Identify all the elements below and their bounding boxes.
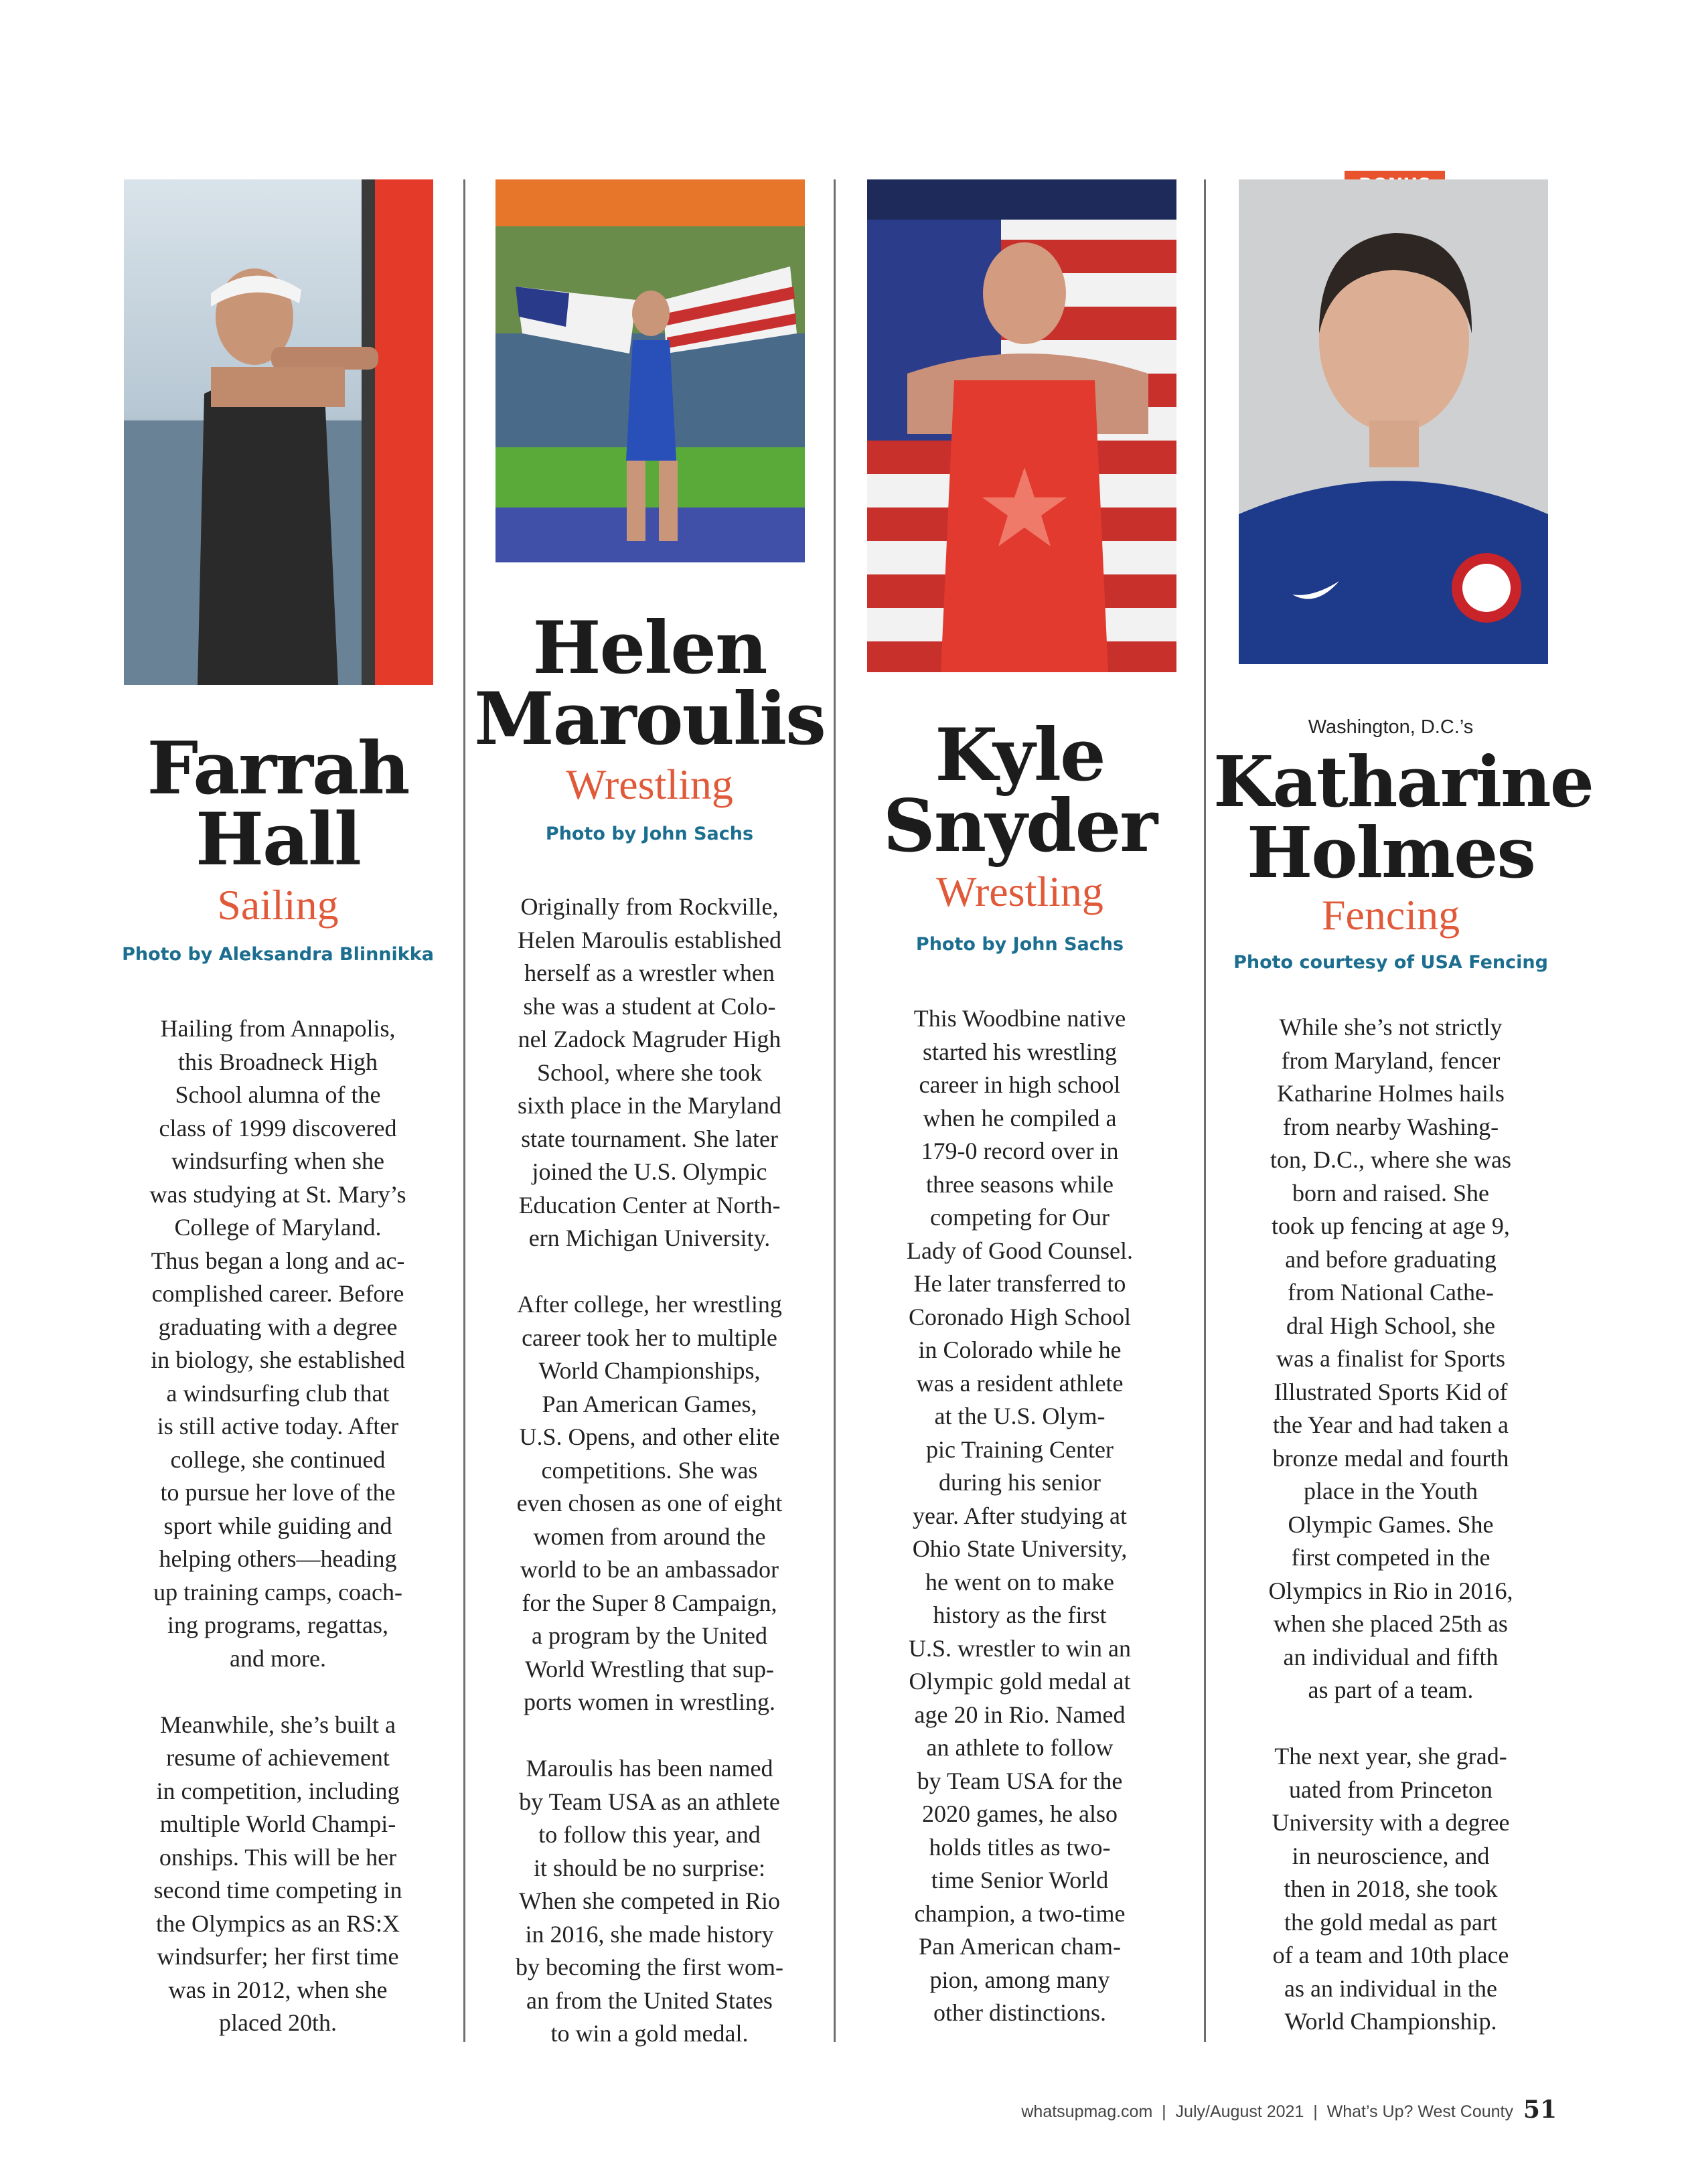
katharine-holmes-name xyxy=(1213,740,1593,894)
katharine-holmes-photo xyxy=(1239,179,1548,664)
column-divider xyxy=(834,179,836,2042)
bio-paragraph: The next year, she grad- uated from Princeton University with a degree in neuroscience, and then in 2018, she took the gold medal as part of a team and 10th place as an individual in the World Championship. xyxy=(1272,1743,1510,2035)
helen-maroulis-name xyxy=(472,606,827,761)
helen-maroulis-photo xyxy=(495,179,805,562)
kyle-snyder-bio xyxy=(842,1002,1197,2063)
bio-paragraph: Originally from Rockville, Helen Maroulis established herself as a wrestler when she was a student at Colo- nel Zadock Magruder High School, where she took sixth place in the Maryland state tournament. She later joined the U.S. Olympic Education Center at North- ern Michigan University. xyxy=(518,893,781,1251)
kyle-snyder-name xyxy=(842,713,1197,868)
bio-paragraph: This Woodbine native started his wrestling career in high school when he compiled a 179-0 record over in three seasons while competing for Our Lady of Good Counsel. He later transferred to Coronado High School in Colorado while he was a resident athlete at the U.S. Olym- pic Training Center during his senior year. After studying at Ohio State University, he went on to make history as the first U.S. wrestler to win an Olympic gold medal at age 20 in Rio. Named an athlete to follow by Team USA for the 2020 games, he also holds titles as two- time Senior World champion, a two-time Pan American cham- pion, among many other distinctions. xyxy=(907,1005,1133,2026)
last-name: Holmes xyxy=(1247,811,1535,894)
katharine-holmes-bio xyxy=(1213,1011,1568,2072)
bio-paragraph: Hailing from Annapolis, this Broadneck High School alumna of the class of 1999 discovered windsurfing when she was studying at St. Mary’s College of Maryland. Thus began a long and ac- complished career. Before graduating with a degree in biology, she established a windsurfing club that is still active today. After college, she continued to pursue her love of the sport while guiding and helping others—heading up training camps, coach- ing programs, regattas, and more. xyxy=(149,1015,406,1672)
first-name: Kyle xyxy=(935,713,1105,797)
last-name: Hall xyxy=(195,797,361,882)
kyle-snyder-sport: Wrestling xyxy=(936,868,1103,915)
farrah-hall-bio xyxy=(100,1012,455,2073)
helen-maroulis-sport: Wrestling xyxy=(566,761,733,808)
page-number: 51 xyxy=(1523,2096,1557,2124)
page-footer: whatsupmag.com | July/August 2021 | What’s Up? West County xyxy=(1021,2102,1513,2121)
farrah-hall-photo xyxy=(124,179,433,685)
bio-paragraph: Meanwhile, she’s built a resume of achievement in competition, including multiple World Champi- onships. This will be her second time competing in the Olympics as an RS:X windsurfer; her first time was in 2012, when she placed 20th. xyxy=(153,1711,402,2036)
helen-maroulis-bio xyxy=(472,890,827,2084)
kyle-snyder-photo-credit: Photo by John Sachs xyxy=(915,934,1124,955)
bio-paragraph: Maroulis has been named by Team USA as an athlete to follow this year, and it should be no surprise: When she competed in Rio in 2016, she made history by becoming the first wom- an from the United States to win a gold medal. xyxy=(516,1755,783,2047)
last-name: Snyder xyxy=(883,784,1157,868)
katharine-holmes-sport: Fencing xyxy=(1321,891,1460,939)
first-name: Farrah xyxy=(147,726,409,811)
farrah-hall-name xyxy=(100,726,455,882)
katharine-holmes-photo-credit: Photo courtesy of USA Fencing xyxy=(1233,952,1548,973)
first-name: Katharine xyxy=(1213,740,1593,823)
helen-maroulis-photo-credit: Photo by John Sachs xyxy=(545,824,754,844)
column-divider xyxy=(1204,179,1206,2042)
katharine-holmes-kicker: Washington, D.C.’s xyxy=(1308,716,1474,738)
farrah-hall-photo-credit: Photo by Aleksandra Blinnikka xyxy=(122,944,434,965)
last-name: Maroulis xyxy=(474,677,825,761)
farrah-hall-sport: Sailing xyxy=(217,881,339,929)
column-divider xyxy=(463,179,465,2042)
kyle-snyder-photo xyxy=(867,179,1176,672)
bio-paragraph: After college, her wrestling career took her to multiple World Championships, Pan American Games, U.S. Opens, and other elite competitions. She was even chosen as one of eight women from around the world to be an ambassador for the Super 8 Campaign, a program by the United World Wrestling that sup- ports women in wrestling. xyxy=(516,1291,783,1715)
bio-paragraph: While she’s not strictly from Maryland, fencer Katharine Holmes hails from nearby Washing- ton, D.C., where she was born and raised. She took up fencing at age 9, and before graduating from National Cathe- dral High School, she was a finalist for Sports Illustrated Sports Kid of the Year and had taken a bronze medal and fourth place in the Youth Olympic Games. She first competed in the Olympics in Rio in 2016, when she placed 25th as an individual and fifth as part of a team. xyxy=(1268,1014,1513,1703)
first-name: Helen xyxy=(532,606,767,690)
